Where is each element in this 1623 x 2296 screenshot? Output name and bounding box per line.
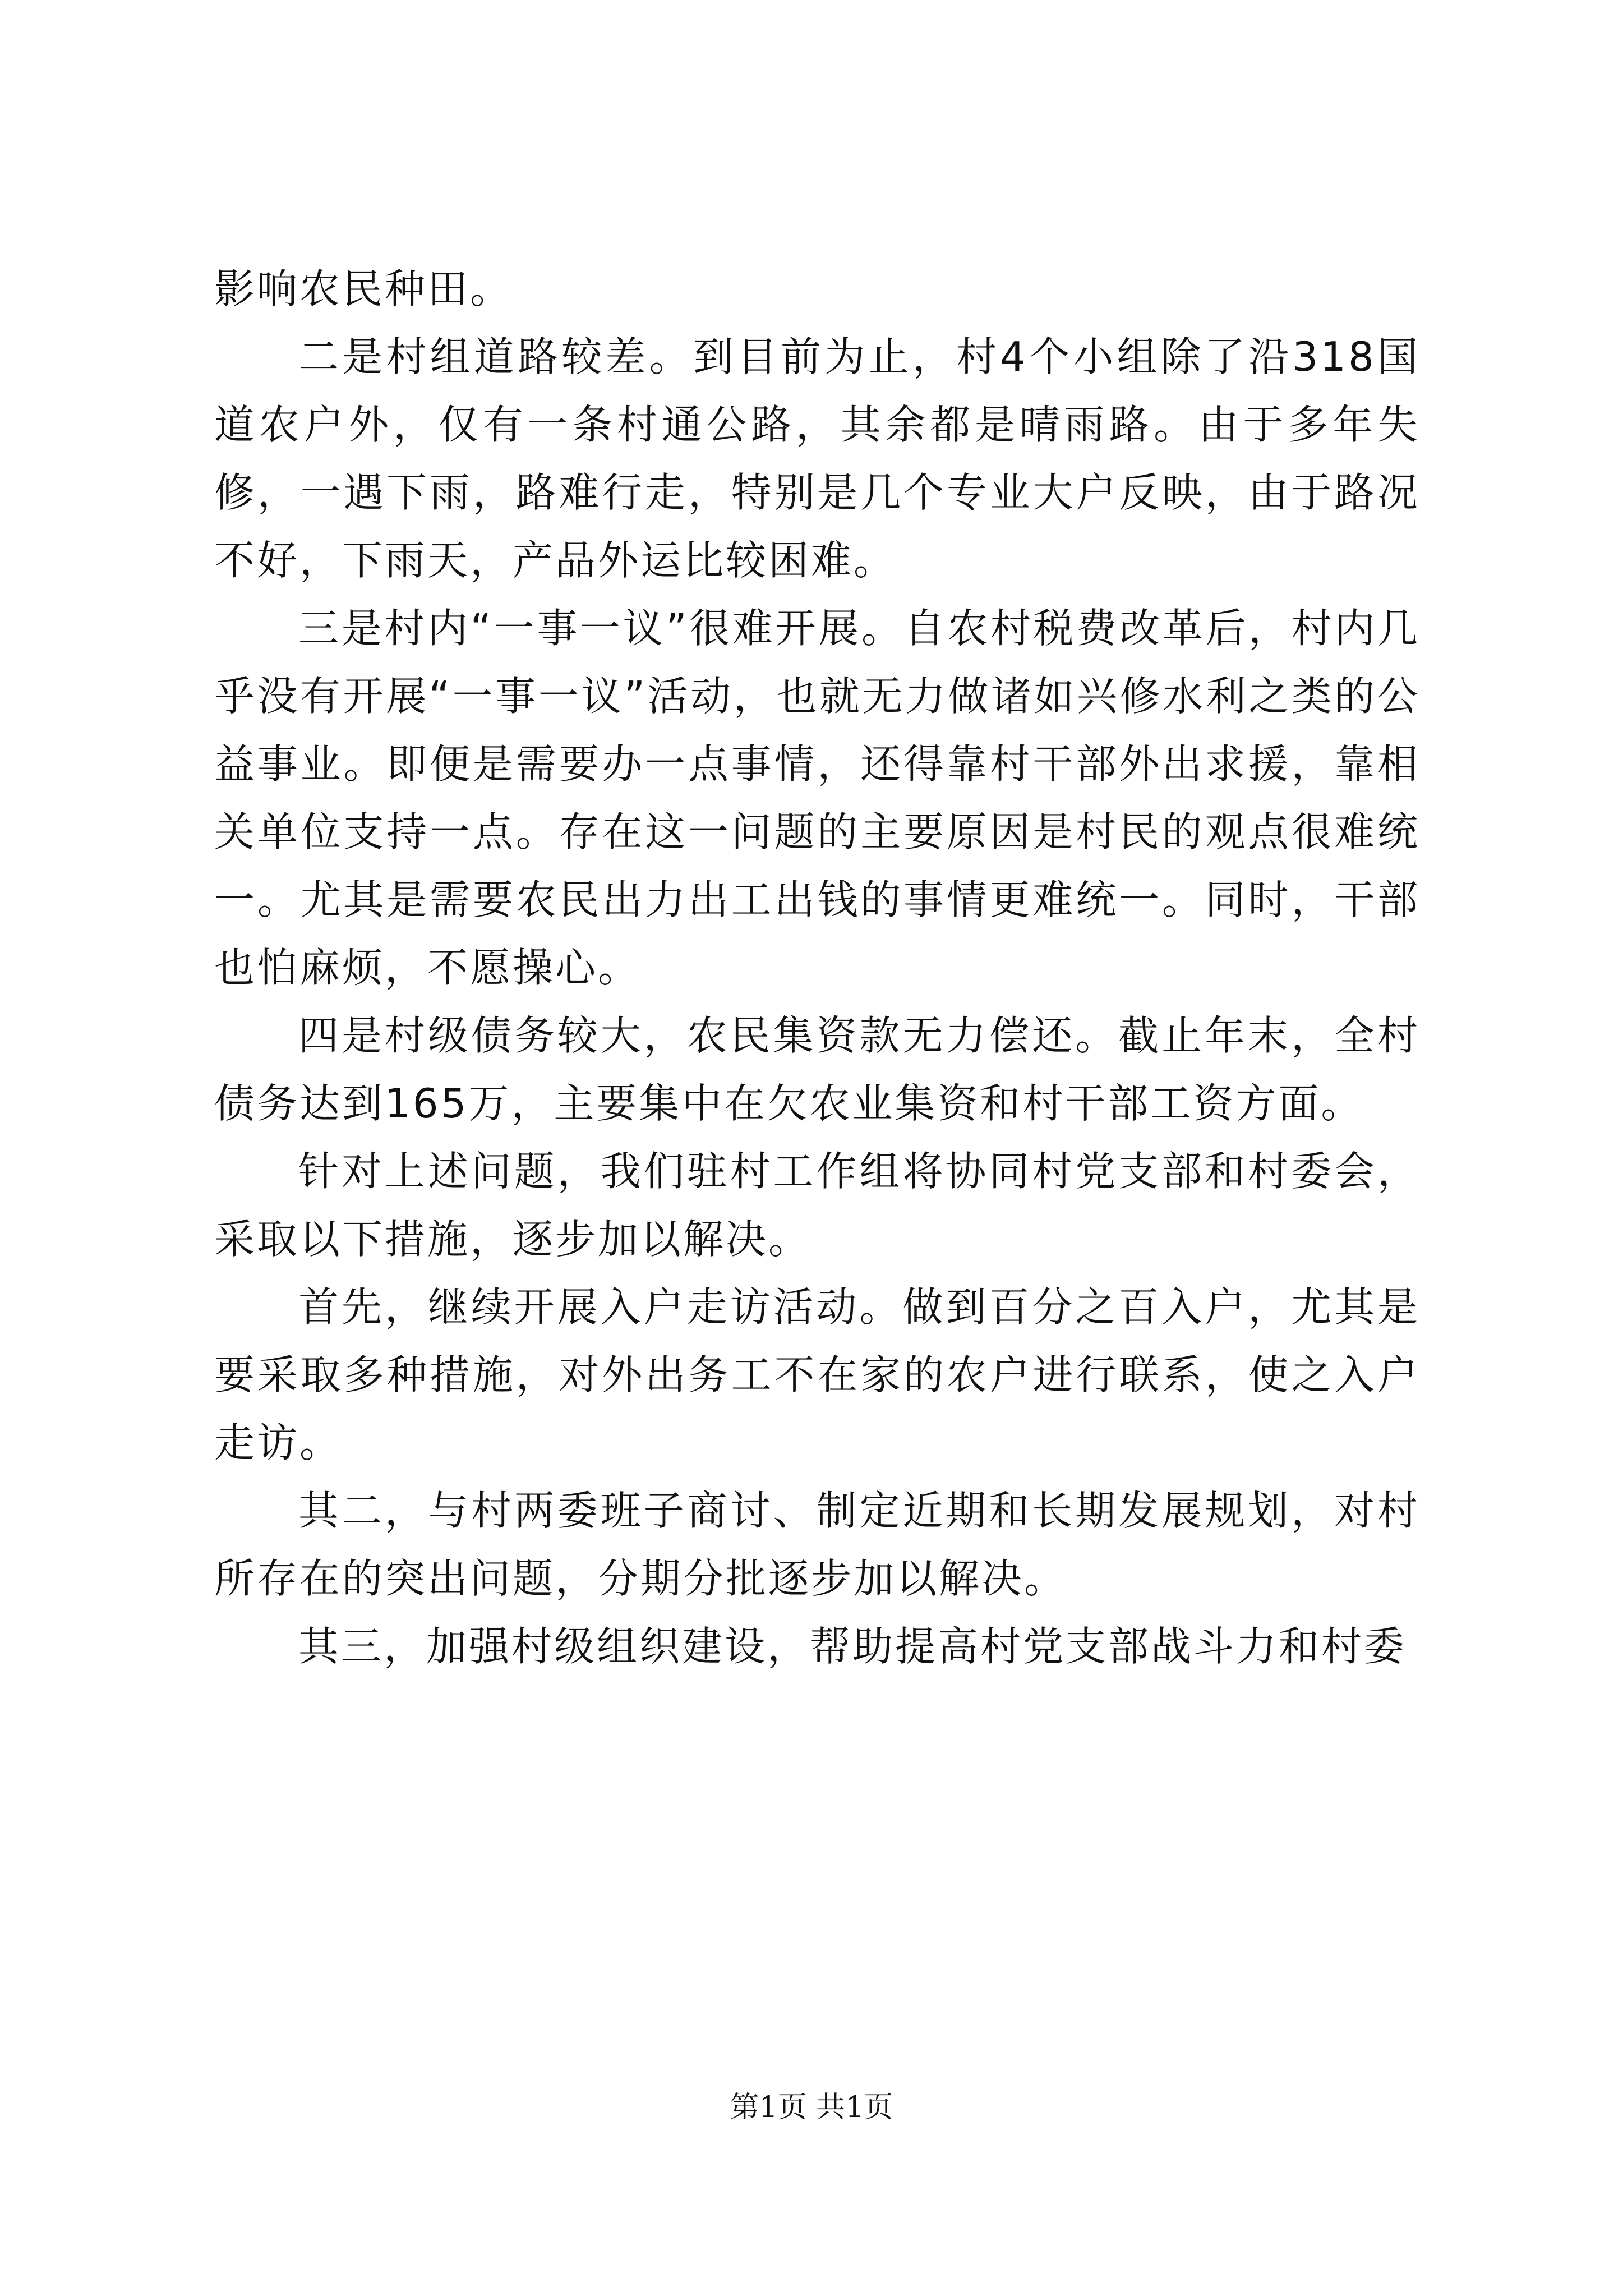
document-body [214, 255, 1420, 1681]
paragraph-3: 三是村内“一事一议”很难开展。自农村税费改革后，村内几乎没有开展“一事一议”活动，也就无力做诸如兴修水利之类的公益事业。即便是需要办一点事情，还得靠村干部外出求援，靠相关单位支持一点。存在这一问题的主要原因是村民的观点很难统一。尤其是需要农民出力出工出钱的事情更难统一。同时，干部也怕麻烦，不愿操心。 [214, 605, 1420, 991]
paragraph-8: 其三，加强村级组织建设，帮助提高村党支部战斗力和村委 [298, 1623, 1407, 1670]
paragraph-6: 首先，继续开展入户走访活动。做到百分之百入户，尤其是要采取多种措施，对外出务工不在家的农户进行联系，使之入户走访。 [214, 1283, 1420, 1466]
paragraph-5: 针对上述问题，我们驻村工作组将协同村党支部和村委会，采取以下措施，逐步加以解决。 [214, 1148, 1420, 1263]
paragraph-4: 四是村级债务较大，农民集资款无力偿还。截止年末，全村债务达到165万，主要集中在欠农业集资和村干部工资方面。 [214, 1012, 1420, 1127]
page-footer: 第1页 共1页 [730, 2091, 893, 2124]
paragraph-2: 二是村组道路较差。到目前为止，村4个小组除了沿318国道农户外，仅有一条村通公路，其余都是晴雨路。由于多年失修，一遇下雨，路难行走，特别是几个专业大户反映，由于路况不好，下雨天，产品外运比较困难。 [214, 333, 1420, 584]
paragraph-1: 影响农民种田。 [214, 265, 513, 312]
paragraph-7: 其二，与村两委班子商讨、制定近期和长期发展规划，对村所存在的突出问题，分期分批逐步加以解决。 [214, 1487, 1420, 1602]
